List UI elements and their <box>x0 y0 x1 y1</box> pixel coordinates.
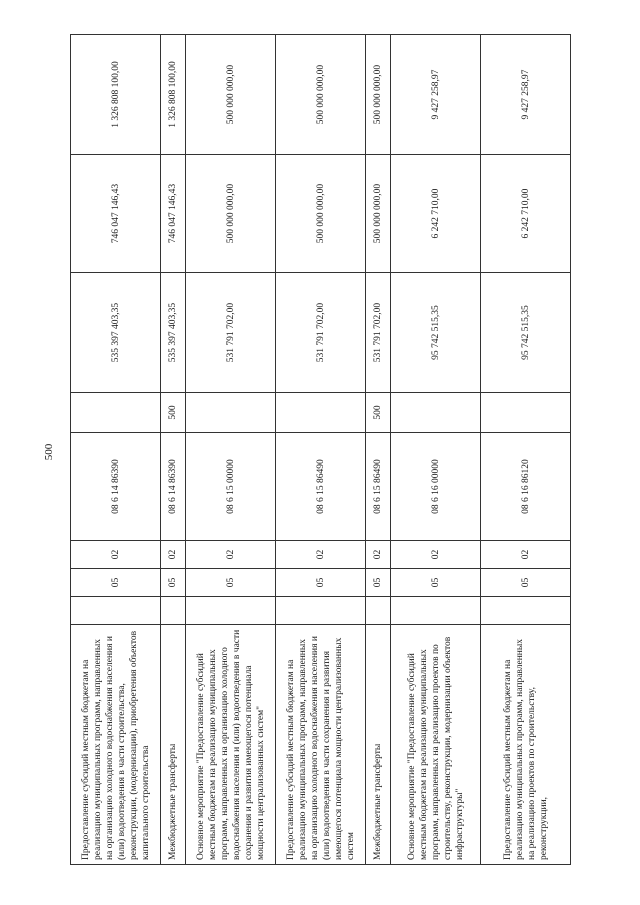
ministry-code <box>481 597 571 625</box>
table-row <box>276 35 366 865</box>
row-name: Межбюджетные трансферты <box>161 625 186 865</box>
amount-year-2: 500 000 000,00 <box>366 155 391 273</box>
amount-year-3: 1 326 808 100,00 <box>161 35 186 155</box>
subsection-code: 02 <box>186 541 276 569</box>
amount-year-1: 531 791 702,00 <box>186 273 276 393</box>
target-article-code: 08 6 14 86390 <box>161 433 186 541</box>
table-row <box>71 35 161 865</box>
expense-type-code <box>481 393 571 433</box>
target-article-code: 08 6 14 86390 <box>71 433 161 541</box>
table-row <box>391 35 481 865</box>
budget-table <box>70 34 571 865</box>
rotated-page-content <box>70 35 570 865</box>
table-row <box>161 35 186 865</box>
target-article-code: 08 6 16 86120 <box>481 433 571 541</box>
amount-year-2: 746 047 146,43 <box>161 155 186 273</box>
amount-year-1: 95 742 515,35 <box>481 273 571 393</box>
ministry-code <box>71 597 161 625</box>
amount-year-2: 500 000 000,00 <box>186 155 276 273</box>
row-name: Предоставление субсидий местным бюджетам на реализацию муниципальных программ, направленных на реализацию проектов по строительству, реконструкции, <box>481 625 571 865</box>
amount-year-1: 535 397 403,35 <box>71 273 161 393</box>
target-article-code: 08 6 15 86490 <box>366 433 391 541</box>
amount-year-3: 500 000 000,00 <box>186 35 276 155</box>
ministry-code <box>276 597 366 625</box>
section-code: 05 <box>391 569 481 597</box>
ministry-code <box>186 597 276 625</box>
table-row <box>481 35 571 865</box>
section-code: 05 <box>481 569 571 597</box>
amount-year-2: 746 047 146,43 <box>71 155 161 273</box>
amount-year-1: 95 742 515,35 <box>391 273 481 393</box>
expense-type-code <box>71 393 161 433</box>
section-code: 05 <box>161 569 186 597</box>
subsection-code: 02 <box>481 541 571 569</box>
section-code: 05 <box>71 569 161 597</box>
expense-type-code <box>186 393 276 433</box>
target-article-code: 08 6 16 00000 <box>391 433 481 541</box>
amount-year-3: 1 326 808 100,00 <box>71 35 161 155</box>
amount-year-1: 531 791 702,00 <box>366 273 391 393</box>
section-code: 05 <box>366 569 391 597</box>
section-code: 05 <box>186 569 276 597</box>
row-name: Межбюджетные трансферты <box>366 625 391 865</box>
table-row <box>366 35 391 865</box>
row-name: Предоставление субсидий местным бюджетам на реализацию муниципальных программ, направленных на организацию холодного водоснабжения населения и (или) водоотведения в части строительства, реконструкции, (модернизации), приобретения объектов капитального строительства <box>71 625 161 865</box>
row-name: Основное мероприятие "Предоставление субсидий местным бюджетам на реализацию муниципальных программ, направленных на реализацию проектов по строительству, реконструкции, модернизации объектов инфраструктуры" <box>391 625 481 865</box>
amount-year-2: 6 242 710,00 <box>391 155 481 273</box>
subsection-code: 02 <box>391 541 481 569</box>
amount-year-3: 9 427 258,97 <box>391 35 481 155</box>
row-name: Предоставление субсидий местным бюджетам на реализацию муниципальных программ, направленных на организацию холодного водоснабжения населения и (или) водоотведения в части сохранения и развития имеющегося потенциала мощности централизованных систем <box>276 625 366 865</box>
amount-year-3: 9 427 258,97 <box>481 35 571 155</box>
amount-year-3: 500 000 000,00 <box>366 35 391 155</box>
page-number: 500 <box>43 443 55 461</box>
subsection-code: 02 <box>161 541 186 569</box>
table-row <box>186 35 276 865</box>
subsection-code: 02 <box>366 541 391 569</box>
subsection-code: 02 <box>71 541 161 569</box>
ministry-code <box>161 597 186 625</box>
expense-type-code <box>276 393 366 433</box>
ministry-code <box>366 597 391 625</box>
expense-type-code: 500 <box>161 393 186 433</box>
row-name: Основное мероприятие "Предоставление субсидий местным бюджетам на реализацию муниципальных программ, направленных на организацию холодного водоснабжения населения и (или) водоотведения в части сохранения и развития имеющегося потенциала мощности централизованных систем" <box>186 625 276 865</box>
subsection-code: 02 <box>276 541 366 569</box>
amount-year-1: 535 397 403,35 <box>161 273 186 393</box>
target-article-code: 08 6 15 00000 <box>186 433 276 541</box>
amount-year-3: 500 000 000,00 <box>276 35 366 155</box>
expense-type-code <box>391 393 481 433</box>
amount-year-2: 500 000 000,00 <box>276 155 366 273</box>
ministry-code <box>391 597 481 625</box>
expense-type-code: 500 <box>366 393 391 433</box>
target-article-code: 08 6 15 86490 <box>276 433 366 541</box>
amount-year-1: 531 791 702,00 <box>276 273 366 393</box>
section-code: 05 <box>276 569 366 597</box>
amount-year-2: 6 242 710,00 <box>481 155 571 273</box>
